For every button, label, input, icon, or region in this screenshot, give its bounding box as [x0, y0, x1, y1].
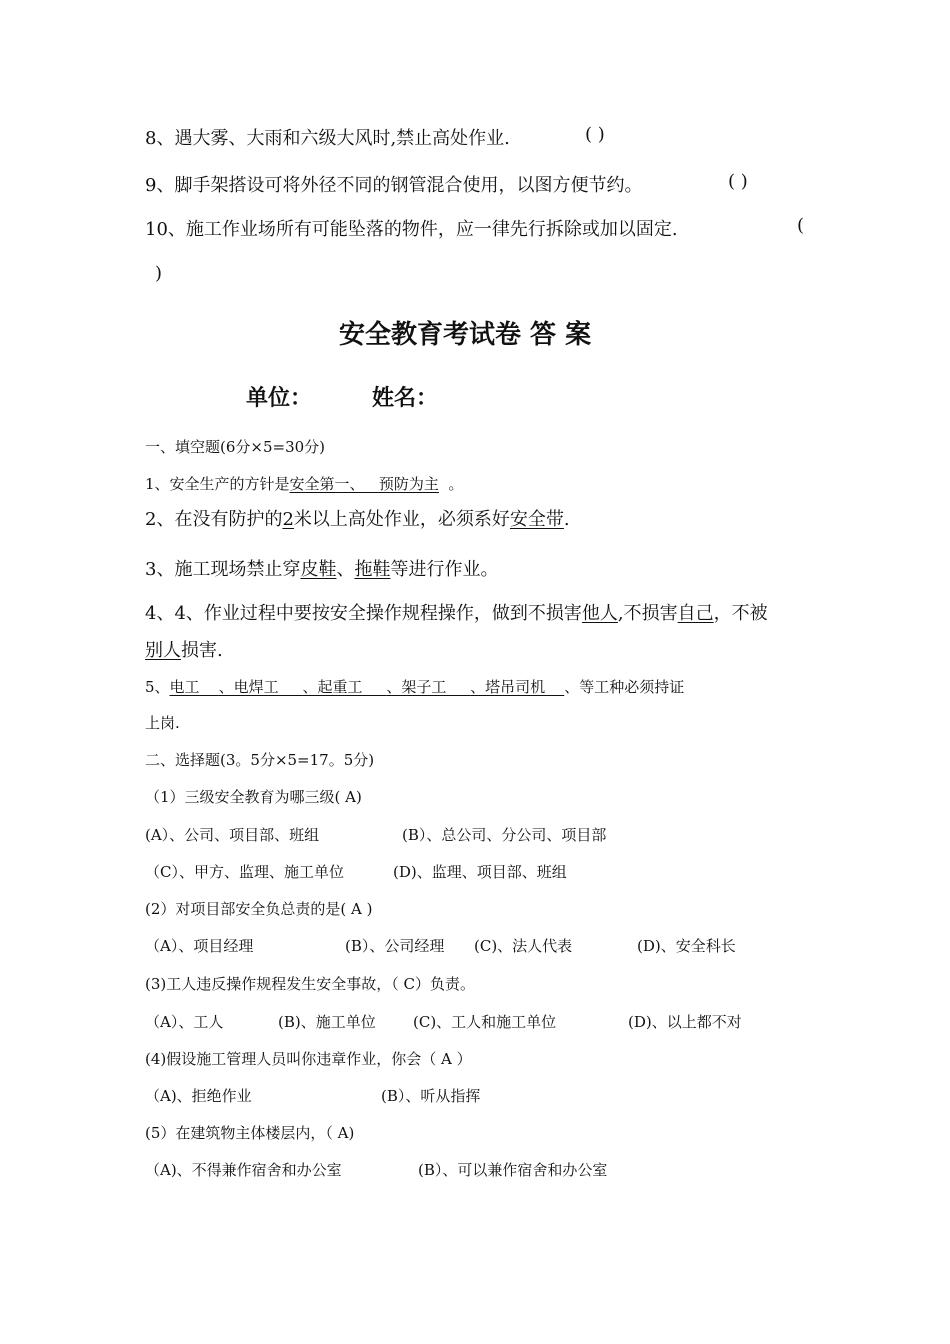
question-text: 损害.	[181, 640, 223, 661]
answer-paren: ( )	[585, 124, 605, 145]
choice-question-2: (2）对项目部安全负总责的是( A )	[145, 900, 373, 918]
question-text: ,不损害	[617, 603, 678, 624]
page-title: 安全教育考试卷 答 案	[339, 320, 592, 350]
option-a: （A)、不得兼作宿舍和办公室	[145, 1161, 342, 1179]
option-d: (D)、监理、项目部、班组	[393, 863, 567, 881]
option-b: (B)、施工单位	[278, 1013, 376, 1031]
question-text: 等进行作业。	[390, 559, 499, 580]
answer-blank: 他人	[581, 603, 618, 624]
option-b: (B）、听从指挥	[381, 1087, 481, 1105]
fill-question-3	[145, 555, 498, 581]
answer-blank: 自己	[677, 603, 714, 624]
option-b: (B）、总公司、分公司、项目部	[402, 826, 607, 844]
answer-blank: 皮鞋	[300, 559, 337, 580]
choice-question-4: (4)假设施工管理人员叫你违章作业，你会（ A ）	[145, 1050, 472, 1068]
option-a: （A)、拒绝作业	[145, 1087, 252, 1105]
question-text: 5、	[145, 678, 170, 696]
answer-paren-open: (	[797, 215, 805, 236]
answer-blank: 别人	[145, 640, 181, 661]
question-text: 9、脚手架搭设可将外径不同的钢管混合使用，以图方便节约。	[145, 175, 643, 196]
option-b: (B）、公司经理	[345, 937, 445, 955]
answer-blank: 、电焊工	[218, 678, 303, 696]
answer-blank: 、塔吊司机	[470, 678, 565, 696]
question-text: 。	[438, 475, 464, 493]
answer-paren-close: )	[155, 263, 163, 284]
answer-blank: 、架子工	[386, 678, 471, 696]
choice-question-5: (5）在建筑物主体楼层内，（ A)	[145, 1124, 355, 1142]
fill-question-1	[145, 473, 463, 494]
answer-blank: 安全带	[509, 509, 564, 530]
choice-question-3: (3)工人违反操作规程发生安全事故，（ C）负责。	[145, 975, 475, 993]
option-c: (C)、工人和施工单位	[413, 1013, 557, 1031]
section-heading-fill-blank: 一、填空题(6分×5=30分)	[145, 438, 326, 456]
choice-question-1: （1）三级安全教育为哪三级( A)	[145, 788, 362, 806]
question-text: 10、施工作业场所有可能坠落的物件，应一律先行拆除或加以固定.	[145, 219, 678, 240]
option-c: （C）、甲方、监理、施工单位	[145, 863, 344, 881]
option-a: （A）、项目经理	[145, 937, 254, 955]
question-text: 、等工种必须持证	[564, 678, 685, 696]
answer-blank: 电工	[169, 678, 219, 696]
fill-question-2	[145, 505, 570, 531]
question-text: 3、施工现场禁止穿	[145, 559, 301, 580]
question-text: 米以上高处作业，必须系好	[293, 509, 510, 530]
fill-question-4-continued	[145, 636, 223, 662]
section-heading-multiple-choice: 二、选择题(3。5分×5=17。5分)	[145, 751, 375, 769]
question-text: ，不被	[713, 603, 768, 624]
question-text: 、	[336, 559, 355, 580]
question-text: .	[563, 509, 570, 530]
answer-blank: 预防为主	[378, 475, 439, 493]
question-text: 1、安全生产的方针是	[145, 475, 290, 493]
unit-label: 单位：	[246, 386, 313, 411]
option-a: （A）、工人	[145, 1013, 224, 1031]
fill-question-5	[145, 676, 684, 697]
answer-blank-gap	[365, 475, 379, 493]
answer-blank: 、起重工	[302, 678, 387, 696]
tf-question-8	[145, 124, 510, 150]
question-text: 4、4、作业过程中要按安全操作规程操作，做到不损害	[145, 603, 582, 624]
answer-blank: 2	[282, 509, 294, 530]
fill-question-5-continued: 上岗.	[145, 714, 180, 732]
answer-blank: 安全第一、	[289, 475, 365, 493]
option-d: (D)、安全科长	[637, 937, 736, 955]
answer-paren: ( )	[728, 171, 748, 192]
name-label: 姓名：	[372, 386, 439, 411]
answer-blank: 拖鞋	[354, 559, 391, 580]
fill-question-4	[145, 599, 768, 625]
tf-question-9	[145, 171, 642, 197]
option-b: (B）、可以兼作宿舍和办公室	[418, 1161, 608, 1179]
tf-question-10	[145, 215, 678, 241]
option-d: (D)、以上都不对	[628, 1013, 742, 1031]
question-text: 2、在没有防护的	[145, 509, 283, 530]
question-text: 8、遇大雾、大雨和六级大风时,禁止高处作业.	[145, 128, 510, 149]
option-a: (A）、公司、项目部、班组	[145, 826, 320, 844]
option-c: (C)、法人代表	[474, 937, 573, 955]
